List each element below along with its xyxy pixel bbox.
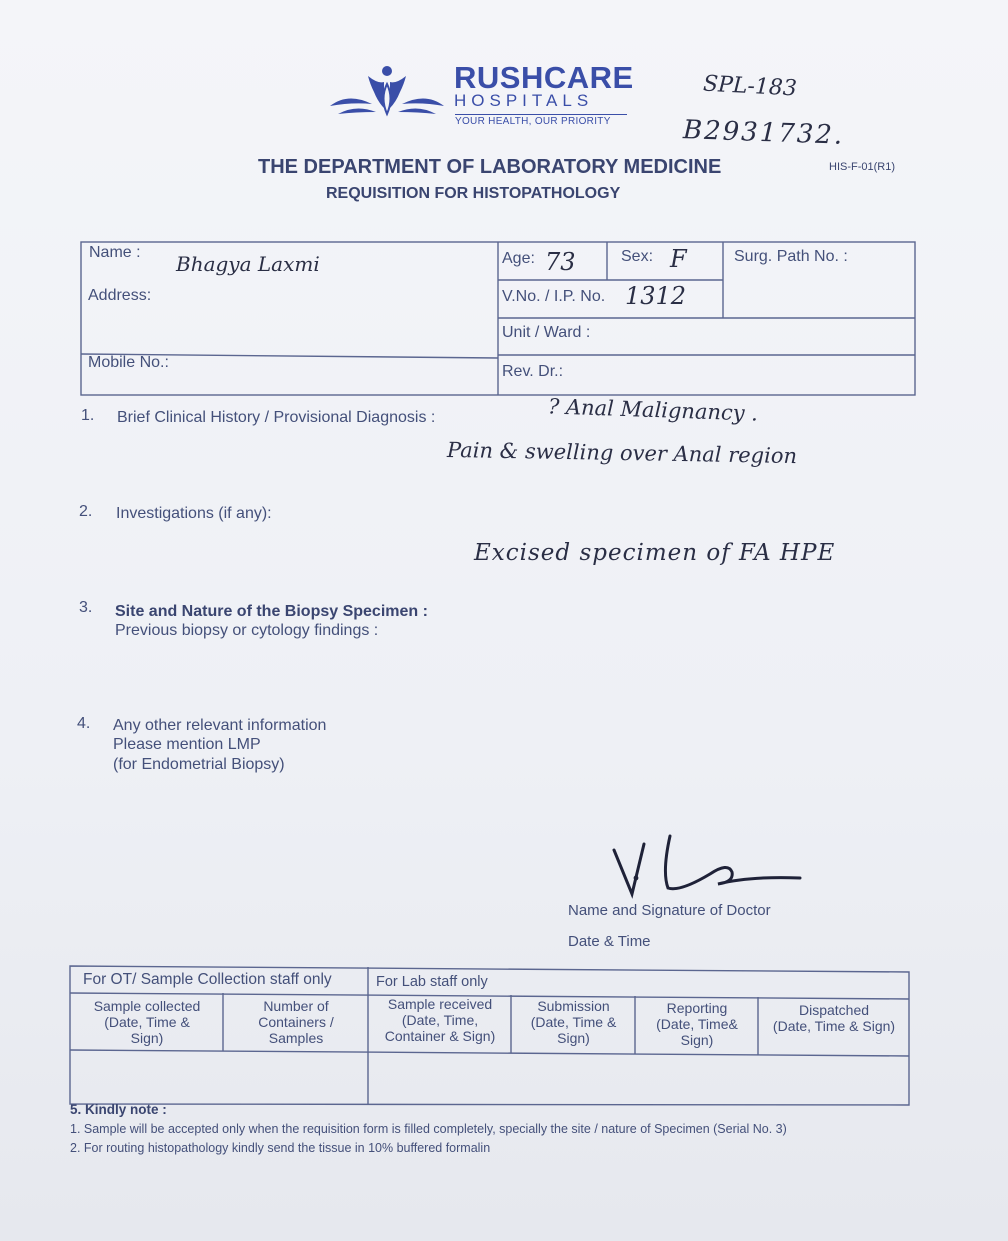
vno-value: 1312 bbox=[625, 282, 687, 310]
section-4-title: Any other relevant information bbox=[113, 717, 327, 734]
patient-details-table bbox=[80, 236, 916, 396]
mobile-label: Mobile No.: bbox=[88, 354, 169, 371]
section-3-title: Site and Nature of the Biopsy Specimen : bbox=[115, 603, 428, 620]
note-line-1: 1. Sample will be accepted only when the requisition form is filled completely, specially the site / nature of Specimen (Serial No. 3) bbox=[70, 1122, 787, 1136]
col-dispatched: Dispatched (Date, Time & Sign) bbox=[772, 1002, 896, 1034]
col-sample-collected: Sample collected (Date, Time & Sign) bbox=[93, 998, 201, 1046]
unit-ward-label: Unit / Ward : bbox=[502, 324, 591, 341]
lab-staff-header: For Lab staff only bbox=[376, 974, 488, 990]
name-label: Name : bbox=[89, 244, 141, 261]
col-submission: Submission (Date, Time & Sign) bbox=[530, 998, 617, 1046]
section-3-subtitle: Previous biopsy or cytology findings : bbox=[115, 622, 379, 639]
section-4-subtitle-1: Please mention LMP bbox=[113, 736, 261, 753]
kindly-note-title: 5. Kindly note : bbox=[70, 1102, 167, 1117]
age-label: Age: bbox=[502, 250, 535, 267]
surg-path-label: Surg. Path No. : bbox=[734, 248, 848, 265]
rev-dr-label: Rev. Dr.: bbox=[502, 363, 564, 380]
history-handwriting-line2: Pain & swelling over Anal region bbox=[446, 437, 798, 469]
form-number: HIS-F-01(R1) bbox=[829, 161, 896, 173]
age-value: 73 bbox=[545, 248, 576, 276]
col-reporting: Reporting (Date, Time& Sign) bbox=[656, 1000, 738, 1048]
staff-table bbox=[69, 964, 911, 1108]
col-number-of-containers: Number of Containers / Samples bbox=[258, 998, 334, 1046]
brand-subtitle: HOSPITALS bbox=[454, 91, 594, 110]
doctor-signature-label: Name and Signature of Doctor bbox=[568, 902, 771, 919]
sex-label: Sex: bbox=[621, 248, 654, 265]
section-4-number: 4. bbox=[77, 715, 91, 732]
section-2-title: Investigations (if any): bbox=[116, 505, 272, 522]
note-line-2: 2. For routing histopathology kindly send the tissue in 10% buffered formalin bbox=[70, 1141, 491, 1155]
name-value: Bhagya Laxmi bbox=[176, 252, 320, 276]
brand-name: RUSHCARE bbox=[454, 60, 634, 95]
handwritten-ref-spl: SPL-183 bbox=[702, 71, 798, 102]
vno-label: V.No. / I.P. No. bbox=[502, 288, 606, 305]
handwritten-ref-number: B2931732. bbox=[682, 115, 845, 151]
section-1-number: 1. bbox=[81, 407, 95, 424]
date-time-label: Date & Time bbox=[568, 933, 651, 950]
section-4-subtitle-2: (for Endometrial Biopsy) bbox=[113, 756, 285, 773]
doctor-signature bbox=[610, 832, 810, 907]
ot-staff-header: For OT/ Sample Collection staff only bbox=[83, 971, 332, 988]
section-3-number: 3. bbox=[79, 599, 93, 616]
history-handwriting-line1: ? Anal Malignancy . bbox=[547, 394, 759, 426]
brand-tagline: YOUR HEALTH, OUR PRIORITY bbox=[455, 114, 627, 127]
department-title: THE DEPARTMENT OF LABORATORY MEDICINE bbox=[258, 156, 722, 178]
section-2-number: 2. bbox=[79, 503, 93, 520]
section-1-title: Brief Clinical History / Provisional Diagnosis : bbox=[117, 409, 436, 426]
requisition-title: REQUISITION FOR HISTOPATHOLOGY bbox=[326, 185, 621, 202]
col-sample-received: Sample received (Date, Time, Container & Sign) bbox=[384, 996, 496, 1044]
investigation-handwriting: Excised specimen of FA HPE bbox=[474, 540, 836, 566]
hospital-logo bbox=[328, 62, 446, 124]
address-label: Address: bbox=[88, 287, 152, 304]
sex-value: F bbox=[670, 245, 687, 273]
